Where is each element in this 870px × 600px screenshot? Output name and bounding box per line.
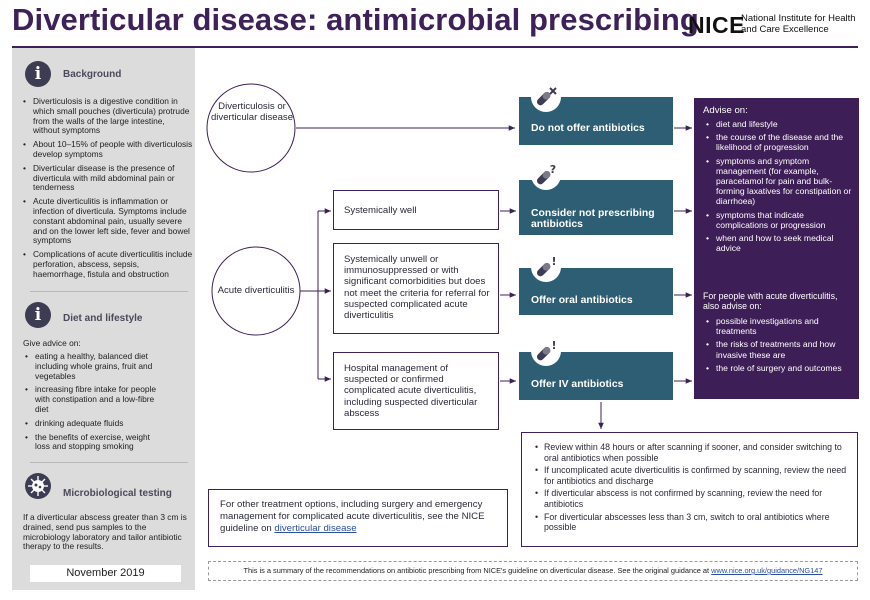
nice-logo: NICE: [688, 12, 745, 38]
offer-oral-label: Offer oral antibiotics: [531, 295, 633, 306]
background-heading: Background: [63, 69, 122, 80]
list-item: • when and how to seek medical advice: [703, 233, 855, 253]
pill-cross-icon: [531, 82, 561, 112]
date-label: November 2019: [30, 565, 181, 582]
do-not-offer-label: Do not offer antibiotics: [531, 123, 645, 134]
systemically-well-label: Systemically well: [344, 205, 417, 216]
list-item: • About 10–15% of people with diverticulosis develop symptoms: [23, 140, 193, 160]
advice-heading: Advise on:: [703, 105, 748, 116]
pill-exclamation-icon: [531, 252, 561, 282]
info-icon: i: [25, 61, 51, 87]
review-list: [534, 442, 850, 535]
pill-exclamation-icon-graphic: [531, 336, 561, 366]
list-item: • Acute diverticulitis is inflammation or infection of diverticula. Symptoms include constant abdominal pain, usually severe and on the lower left side, fever and bowel symptoms: [23, 197, 193, 246]
summary-text: This is a summary of the recommendations on antibiotic prescribing from NICE's guideline on diverticular disease. See the original guidance at: [243, 566, 710, 575]
other-options-box: [208, 489, 508, 547]
svg-text:!: !: [551, 339, 557, 352]
list-item: • If diverticular abscess is not confirmed by scanning, review the need for antibiotics: [534, 488, 850, 509]
nice-org-name: National Institute for Health and Care Excellence: [741, 13, 856, 35]
guidance-link[interactable]: www.nice.org.uk/guidance/NG147: [711, 566, 823, 575]
acute-diverticulitis-node: Acute diverticulitis: [217, 285, 295, 296]
other-options-text: For other treatment options, including surgery and emergency management for complicated acute diverticulitis, see the NICE guideline on: [220, 499, 485, 534]
list-item: • Diverticulosis is a digestive condition in which small pouches (diverticula) protrude from the walls of the large intestine, without symptoms: [23, 97, 193, 136]
diverticulosis-node-shape: [207, 84, 295, 172]
list-item: • symptoms that indicate complications or progression: [703, 210, 855, 230]
page-title: Diverticular disease: antimicrobial prescribing: [12, 2, 699, 37]
advice-panel: [694, 98, 859, 399]
list-item: • Review within 48 hours or after scanning if sooner, and consider switching to oral antibiotics when possible: [534, 442, 850, 463]
list-item: • Complications of acute diverticulitis include perforation, abscess, sepsis, haemorrhage, fistula and obstruction: [23, 250, 193, 279]
list-item: • If uncomplicated acute diverticulitis is confirmed by scanning, review the need for antibiotics and discharge: [534, 465, 850, 486]
pill-exclamation-icon: [531, 336, 561, 366]
hospital-management-label: Hospital management of suspected or confirmed complicated acute diverticulitis, including suspected diverticular abscess: [344, 363, 478, 419]
systemically-unwell-box: [333, 243, 499, 334]
consider-not-label: Consider not prescribing antibiotics: [531, 208, 655, 230]
pill-question-icon-graphic: [531, 160, 561, 190]
svg-text:?: ?: [549, 163, 557, 176]
info-icon: i: [25, 302, 51, 328]
micro-heading: Microbiological testing: [63, 488, 172, 499]
pill-cross-icon-graphic: [531, 82, 561, 112]
list-item: • eating a healthy, balanced diet including whole grains, fruit and vegetables: [25, 352, 165, 381]
diet-intro: Give advice on:: [23, 338, 81, 348]
list-item: • drinking adequate fluids: [25, 419, 165, 429]
list-item: • increasing fibre intake for people with constipation and a low-fibre diet: [25, 385, 165, 414]
pill-question-icon: [531, 160, 561, 190]
systemically-unwell-label: Systemically unwell or immunosuppressed or with significant comorbidities but does not meet the criteria for referral for suspected complicated acute diverticulitis: [344, 254, 490, 322]
list-item: • For diverticular abscesses less than 3 cm, switch to oral antibiotics where possible: [534, 512, 850, 533]
list-item: • the role of surgery and outcomes: [703, 363, 855, 373]
list-item: • possible investigations and treatments: [703, 316, 855, 336]
guideline-link[interactable]: diverticular disease: [274, 523, 357, 534]
svg-text:!: !: [551, 255, 557, 268]
list-item: • diet and lifestyle: [703, 119, 855, 129]
acute-advice-heading: For people with acute diverticulitis, also advise on:: [703, 291, 838, 312]
offer-iv-label: Offer IV antibiotics: [531, 379, 624, 390]
review-box: [521, 432, 858, 547]
systemically-well-box: [333, 190, 499, 230]
pill-exclamation-icon-graphic: [531, 252, 561, 282]
list-item: • the course of the disease and the likelihood of progression: [703, 132, 855, 152]
acute-advice-list: [703, 316, 855, 376]
hospital-management-box: [333, 352, 499, 430]
diet-heading: Diet and lifestyle: [63, 313, 143, 324]
list-item: • symptoms and symptom management (for example, paracetamol for pain and bulk-forming laxatives for constipation or diarrhoea): [703, 156, 855, 207]
list-item: • Diverticular disease is the presence of diverticula with mild abdominal pain or tenderness: [23, 164, 193, 193]
list-item: • the benefits of exercise, weight loss and stopping smoking: [25, 433, 165, 453]
list-item: • the risks of treatments and how invasive these are: [703, 339, 855, 359]
summary-footer: [208, 561, 858, 581]
micro-text: If a diverticular abscess greater than 3 cm is drained, send pus samples to the microbiology laboratory and tailor antibiotic therapy to the results.: [23, 512, 187, 552]
advice-list: [703, 119, 855, 256]
diverticulosis-node: Diverticulosis or diverticular disease: [210, 101, 294, 124]
